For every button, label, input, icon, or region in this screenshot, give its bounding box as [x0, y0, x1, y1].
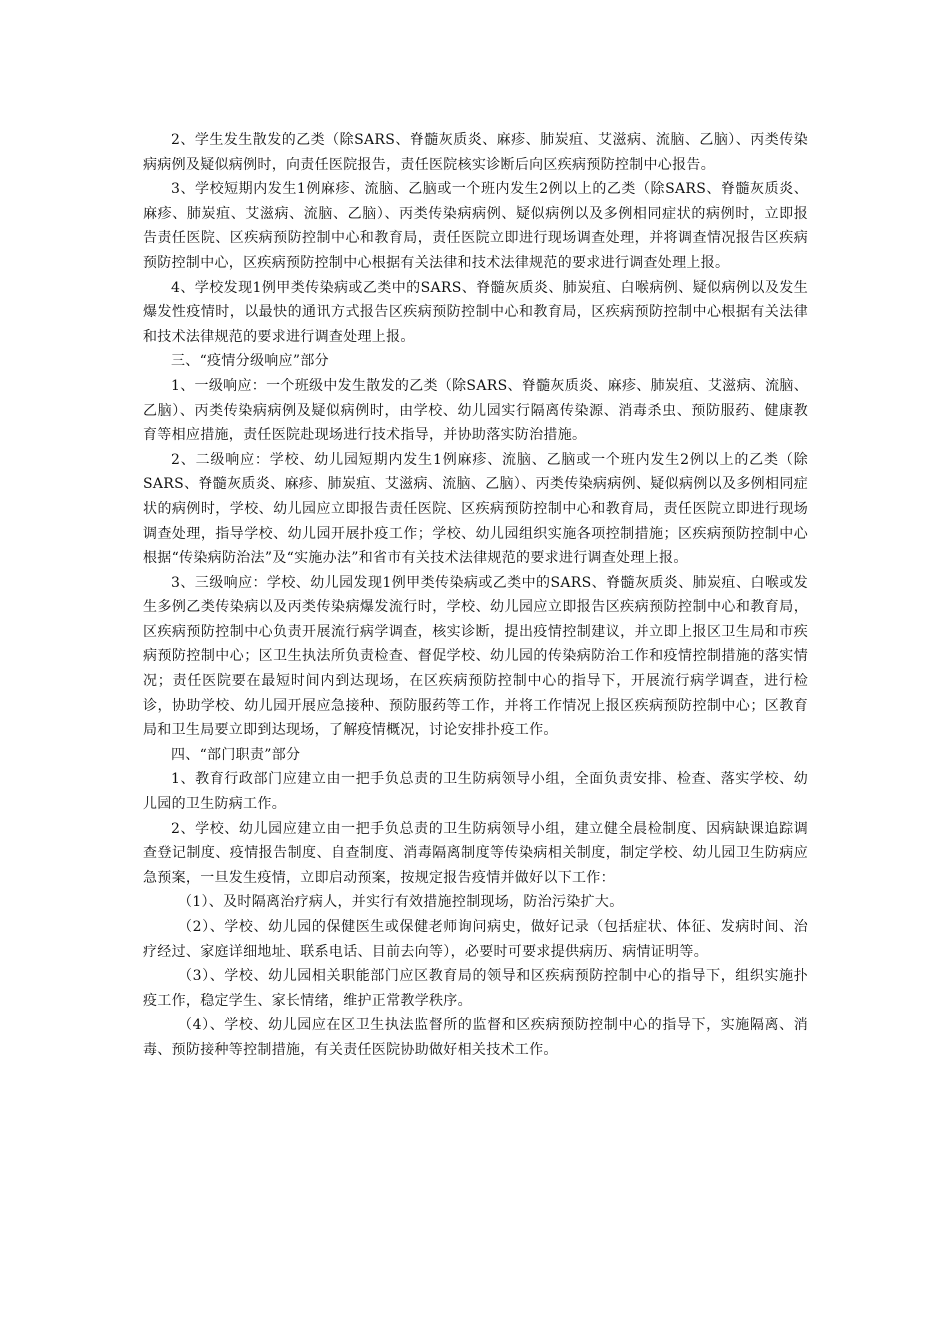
section-heading-response: 三、“疫情分级响应”部分 — [171, 353, 329, 370]
paragraph-duty-item-3: （3）、学校、幼儿园相关职能部门应区教育局的领导和区疾病预防控制中心的指导下，组织实施扑疫工作，稳定学生、家长情绪，维护正常教学秩序。 — [143, 968, 808, 1009]
paragraph-report-4: 4、学校发现1例甲类传染病或乙类中的SARS、脊髓灰质炎、肺炭疽、白喉病例、疑似病例以及发生爆发性疫情时，以最快的通讯方式报告区疾病预防控制中心和教育局，区疾病预防控制中心根据有关法律和技术法律规范的要求进行调查处理上报。 — [143, 279, 808, 345]
section-heading-duties: 四、“部门职责”部分 — [171, 746, 301, 763]
paragraph-duty-item-2: （2）、学校、幼儿园的保健医生或保健老师询问病史，做好记录（包括症状、体征、发病时间、治疗经过、家庭详细地址、联系电话、目前去向等），必要时可要求提供病历、病情证明等。 — [143, 919, 808, 960]
document-body — [143, 128, 808, 1063]
paragraph-duty-item-1: （1）、及时隔离治疗病人，并实行有效措施控制现场，防治污染扩大。 — [178, 894, 624, 911]
paragraph-report-3: 3、学校短期内发生1例麻疹、流脑、乙脑或一个班内发生2例以上的乙类（除SARS、脊髓灰质炎、麻疹、肺炭疽、艾滋病、流脑、乙脑）、丙类传染病病例、疑似病例以及多例相同症状的病例时，立即报告责任医院、区疾病预防控制中心和教育局，责任医院立即进行现场调查处理，并将调查情况报告区疾病预防控制中心，区疾病预防控制中心根据有关法律和技术法律规范的要求进行调查处理上报。 — [143, 181, 808, 271]
paragraph-response-2: 2、二级响应：学校、幼儿园短期内发生1例麻疹、流脑、乙脑或一个班内发生2例以上的乙类（除SARS、脊髓灰质炎、麻疹、肺炭疽、艾滋病、流脑、乙脑）、丙类传染病病例、疑似病例以及多例相同症状的病例时，学校、幼儿园应立即报告责任医院、区疾病预防控制中心和教育局，责任医院立即进行现场调查处理，指导学校、幼儿园开展扑疫工作；学校、幼儿园组织实施各项控制措施；区疾病预防控制中心根据“传染病防治法”及“实施办法”和省市有关技术法律规范的要求进行调查处理上报。 — [143, 451, 808, 567]
paragraph-response-3: 3、三级响应：学校、幼儿园发现1例甲类传染病或乙类中的SARS、脊髓灰质炎、肺炭疽、白喉或发生多例乙类传染病以及丙类传染病爆发流行时，学校、幼儿园应立即报告区疾病预防控制中心和教育局，区疾病预防控制中心负责开展流行病学调查，核实诊断，提出疫情控制建议，并立即上报区卫生局和市疾病预防控制中心；区卫生执法所负责检查、督促学校、幼儿园的传染病防治工作和疫情控制措施的落实情况；责任医院要在最短时间内到达现场，在区疾病预防控制中心的指导下，开展流行病学调查，进行检诊，协助学校、幼儿园开展应急接种、预防服药等工作，并将工作情况上报区疾病预防控制中心；区教育局和卫生局要立即到达现场，了解疫情概况，讨论安排扑疫工作。 — [143, 574, 808, 739]
paragraph-duty-2: 2、学校、幼儿园应建立由一把手负总责的卫生防病领导小组，建立健全晨检制度、因病缺课追踪调查登记制度、疫情报告制度、自查制度、消毒隔离制度等传染病相关制度，制定学校、幼儿园卫生防病应急预案，一旦发生疫情，立即启动预案，按规定报告疫情并做好以下工作： — [143, 820, 808, 886]
paragraph-response-1: 1、一级响应：一个班级中发生散发的乙类（除SARS、脊髓灰质炎、麻疹、肺炭疽、艾滋病、流脑、乙脑）、丙类传染病病例及疑似病例时，由学校、幼儿园实行隔离传染源、消毒杀虫、预防服药、健康教育等相应措施，责任医院赴现场进行技术指导，并协助落实防治措施。 — [143, 377, 808, 444]
paragraph-duty-item-4: （4）、学校、幼儿园应在区卫生执法监督所的监督和区疾病预防控制中心的指导下，实施隔离、消毒、预防接种等控制措施，有关责任医院协助做好相关技术工作。 — [143, 1017, 808, 1058]
paragraph-report-2: 2、学生发生散发的乙类（除SARS、脊髓灰质炎、麻疹、肺炭疽、艾滋病、流脑、乙脑）、丙类传染病病例及疑似病例时，向责任医院报告，责任医院核实诊断后向区疾病预防控制中心报告。 — [143, 132, 808, 173]
paragraph-duty-1: 1、教育行政部门应建立由一把手负总责的卫生防病领导小组，全面负责安排、检查、落实学校、幼儿园的卫生防病工作。 — [143, 771, 808, 813]
